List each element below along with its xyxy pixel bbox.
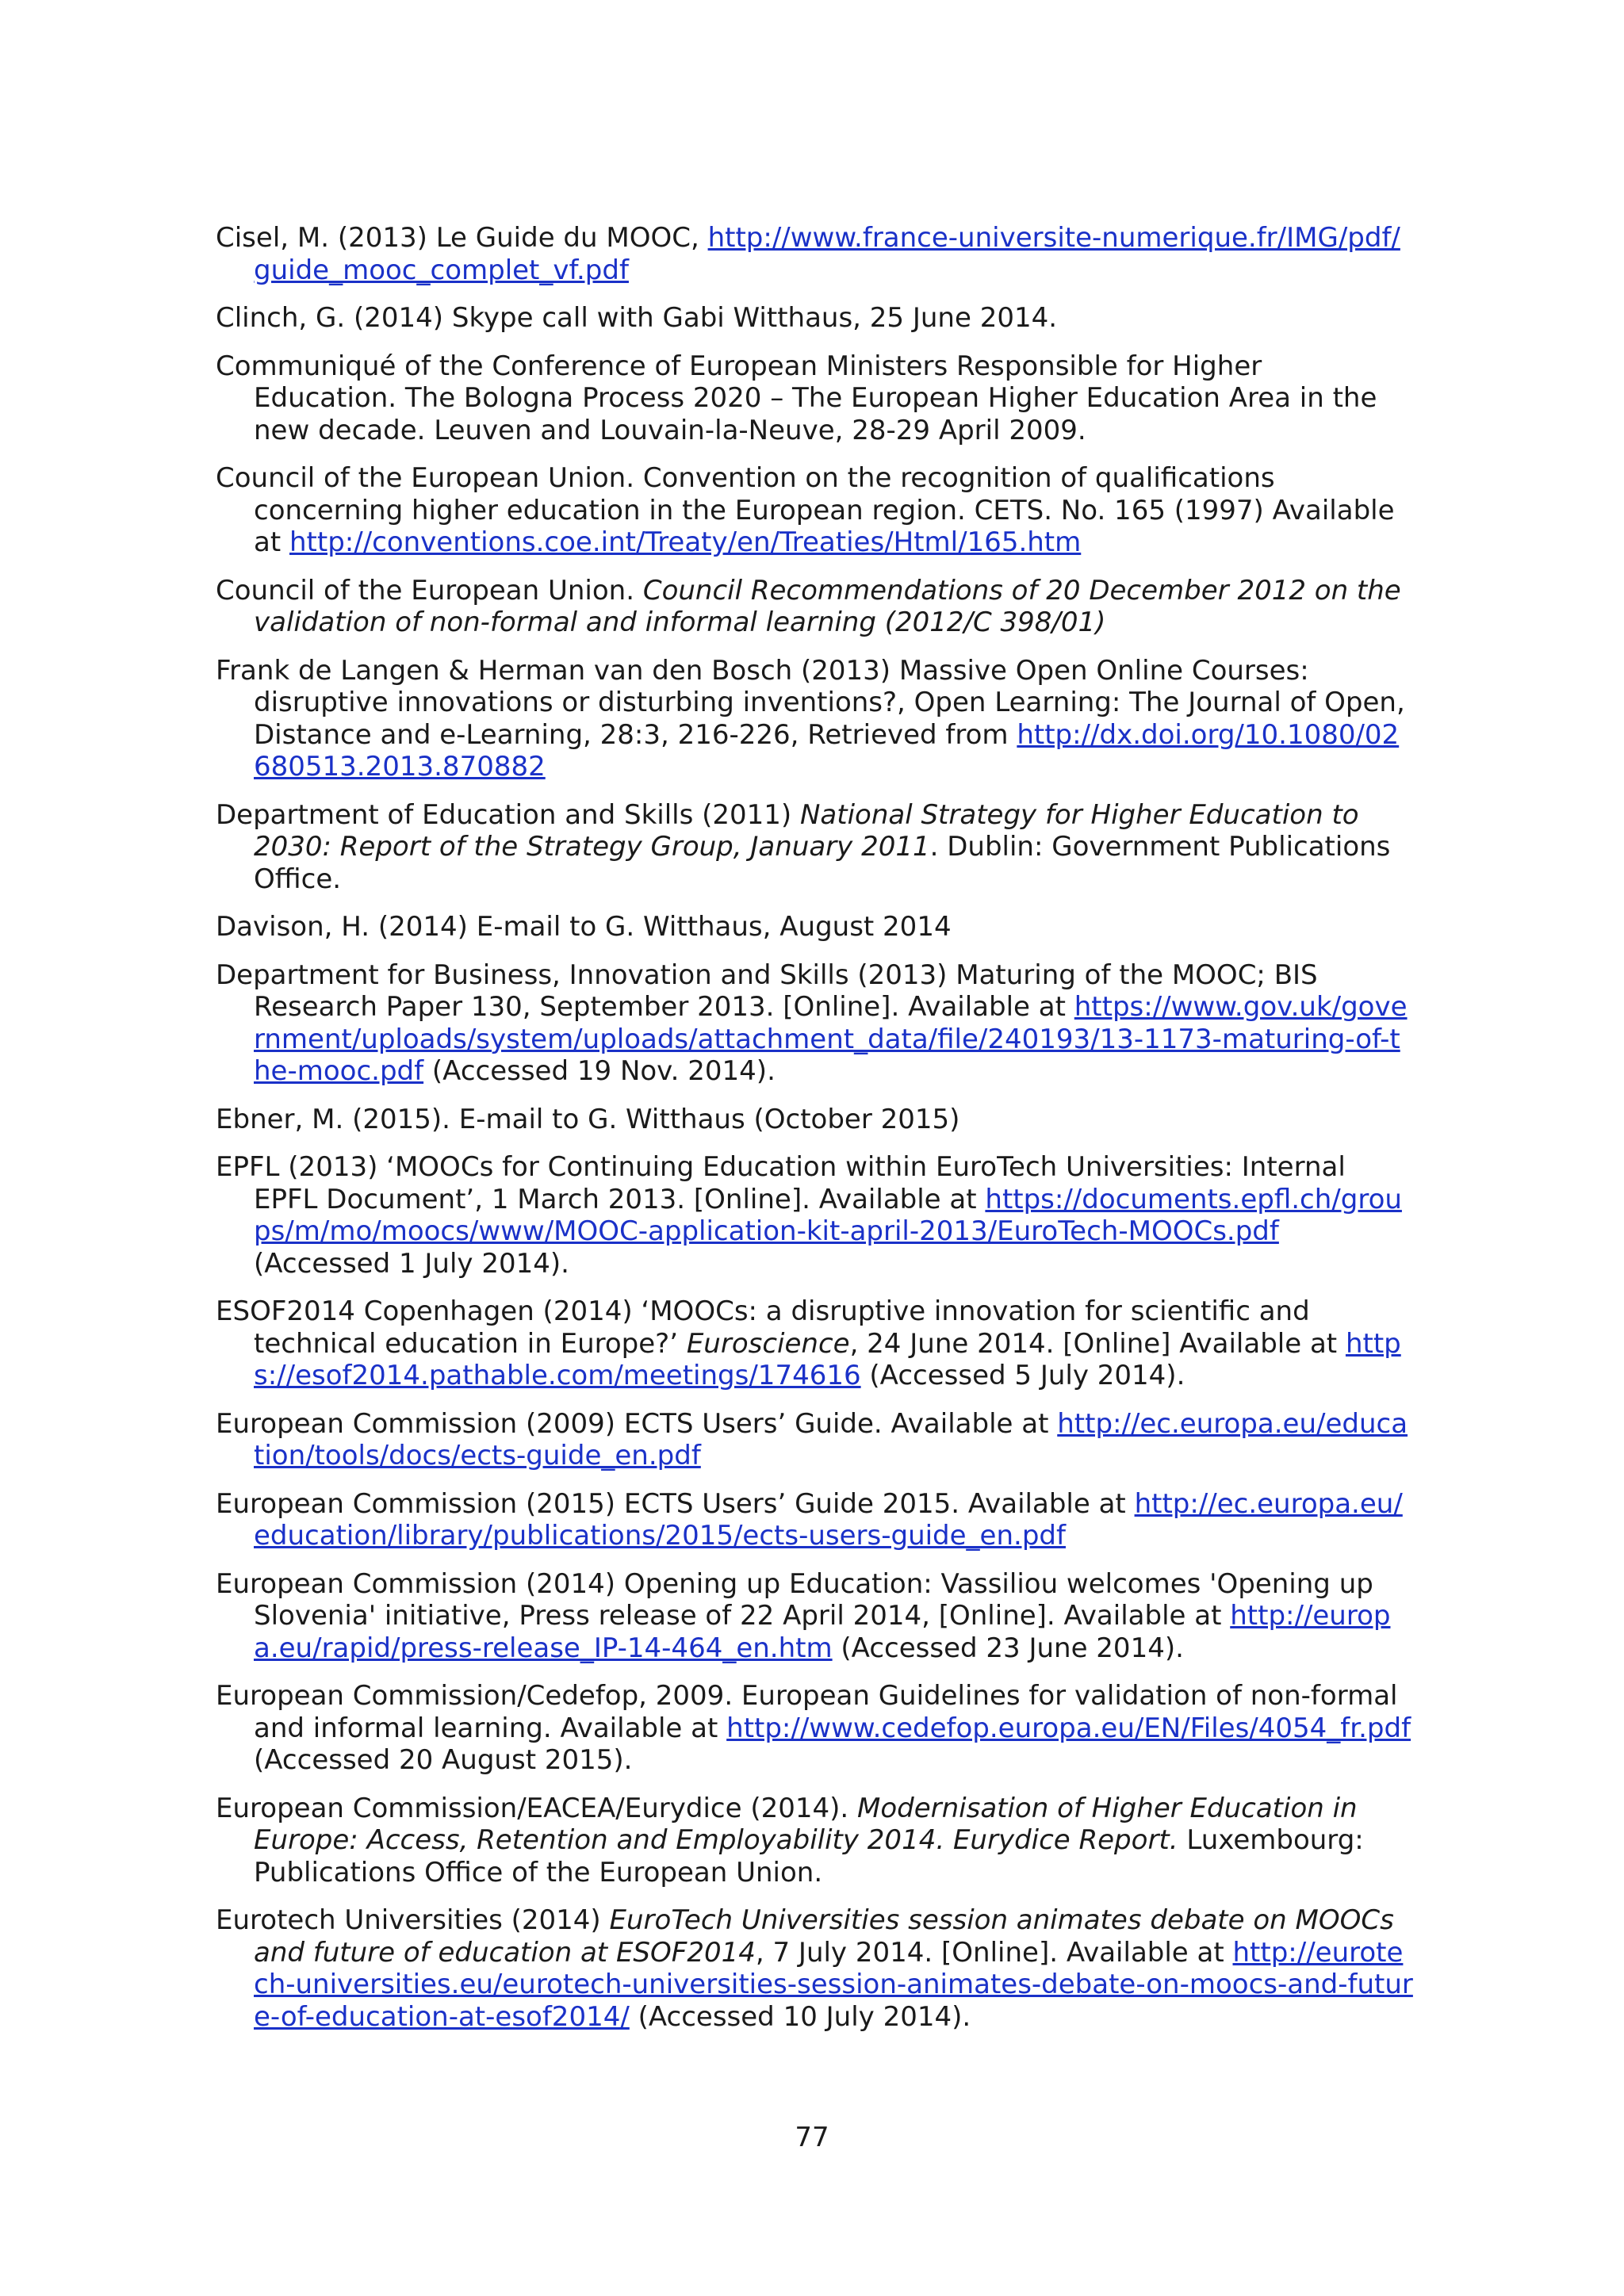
reference-text: (Accessed 20 August 2015). [254, 1744, 633, 1776]
reference-title-italic: EuroTech Universities session animates debate on MOOCs and future of education at ESOF2014 [254, 1904, 1394, 1969]
reference-entry [216, 302, 1413, 335]
reference-entry [216, 575, 1413, 639]
reference-text: (Accessed 19 Nov. 2014). [423, 1055, 776, 1087]
reference-entry [216, 1151, 1413, 1280]
reference-entry [216, 799, 1413, 896]
reference-text: (Accessed 10 July 2014). [629, 2000, 971, 2033]
reference-entry [216, 1680, 1413, 1777]
reference-entry [216, 350, 1413, 447]
reference-text: Communiqué of the Conference of European Ministers Responsible for Higher Education. The Bologna Process 2020 – The European Higher Education Area in the new decade. Leuven and Louvain-la-Neuve, 28-29 April 2009. [216, 350, 1377, 446]
reference-link[interactable]: https://documents.epfl.ch/groups/m/mo/moocs/www/MOOC-application-kit-april-2013/EuroTech-MOOCs.pdf [254, 1183, 1402, 1247]
reference-text: , 7 July 2014. [Online]. Available at [755, 1936, 1233, 1969]
reference-text: Ebner, M. (2015). E-mail to G. Witthaus (October 2015) [216, 1103, 960, 1135]
reference-link[interactable]: http://ec.europa.eu/education/library/publications/2015/ects-users-guide_en.pdf [254, 1487, 1403, 1552]
reference-text: Council of the European Union. Convention on the recognition of qualifications concerning higher education in the European region. CETS. No. 165 (1997) Available at [216, 462, 1395, 558]
reference-link[interactable]: http://conventions.coe.int/Treaty/en/Treaties/Html/165.htm [289, 526, 1082, 558]
reference-entry [216, 462, 1413, 559]
reference-link[interactable]: http://www.france-universite-numerique.fr/IMG/pdf/guide_mooc_complet_vf.pdf [254, 222, 1400, 286]
reference-entry [216, 1488, 1413, 1552]
reference-text: Luxembourg: Publications Office of the European Union. [254, 1824, 1364, 1888]
reference-text: Cisel, M. (2013) Le Guide du MOOC, [216, 222, 708, 254]
reference-text: ESOF2014 Copenhagen (2014) ‘MOOCs: a disruptive innovation for scientific and technical education in Europe?’ [216, 1295, 1310, 1360]
reference-link[interactable]: http://dx.doi.org/10.1080/02680513.2013.870882 [254, 718, 1400, 783]
reference-text: European Commission (2015) ECTS Users’ Guide 2015. Available at [216, 1487, 1135, 1520]
reference-list [216, 222, 1413, 2049]
page-number: 77 [795, 2122, 829, 2153]
reference-text: (Accessed 1 July 2014). [254, 1247, 569, 1280]
reference-entry [216, 1568, 1413, 1665]
reference-link[interactable]: http://ec.europa.eu/education/tools/docs/ects-guide_en.pdf [254, 1407, 1408, 1471]
reference-title-italic: National Strategy for Higher Education to 2030: Report of the Strategy Group, January 2011 [254, 798, 1359, 863]
reference-entry [216, 1904, 1413, 2033]
reference-text: Clinch, G. (2014) Skype call with Gabi Witthaus, 25 June 2014. [216, 302, 1058, 334]
reference-title-italic: Euroscience [686, 1327, 850, 1360]
reference-entry [216, 1295, 1413, 1392]
reference-title-italic: Council Recommendations of 20 December 2012 on the validation of non-formal and informal learning (2012/C 398/01) [254, 574, 1401, 638]
reference-text: (Accessed 5 July 2014). [860, 1360, 1185, 1391]
reference-link[interactable]: https://www.gov.uk/government/uploads/system/uploads/attachment_data/file/240193/13-1173-maturing-of-the-mooc.pdf [254, 991, 1408, 1087]
reference-text: European Commission (2009) ECTS Users’ Guide. Available at [216, 1407, 1058, 1440]
reference-entry [216, 655, 1413, 783]
reference-link[interactable]: https://esof2014.pathable.com/meetings/174616 [254, 1327, 1401, 1391]
reference-text: . Dublin: Government Publications Office. [254, 831, 1391, 895]
reference-entry [216, 959, 1413, 1088]
reference-entry [216, 911, 1413, 943]
reference-entry [216, 222, 1413, 286]
reference-text: European Commission (2014) Opening up Education: Vassiliou welcomes 'Opening up Slovenia' initiative, Press release of 22 April 2014, [Online]. Available at [216, 1567, 1373, 1632]
reference-text: Department for Business, Innovation and Skills (2013) Maturing of the MOOC; BIS Research Paper 130, September 2013. [Online]. Available at [216, 959, 1318, 1023]
reference-text: (Accessed 23 June 2014). [832, 1632, 1184, 1664]
reference-text: EPFL (2013) ‘MOOCs for Continuing Education within EuroTech Universities: Internal EPFL Document’, 1 March 2013. [Online]. Available at [216, 1151, 1346, 1215]
reference-text: Council of the European Union. [216, 574, 643, 607]
reference-entry [216, 1793, 1413, 1889]
reference-text: Frank de Langen & Herman van den Bosch (2013) Massive Open Online Courses: disruptive innovations or disturbing inventions?, Open Learning: The Journal of Open, Distance and e-Learning, 28:3, 216-226, Retrieved from [216, 654, 1405, 751]
reference-text: Eurotech Universities (2014) [216, 1904, 610, 1936]
reference-title-italic: Modernisation of Higher Education in Europe: Access, Retention and Employability 2014. Eurydice Report. [254, 1792, 1358, 1856]
reference-text: European Commission/EACEA/Eurydice (2014). [216, 1792, 857, 1824]
reference-text: Davison, H. (2014) E-mail to G. Witthaus, August 2014 [216, 911, 952, 943]
reference-link[interactable]: http://europa.eu/rapid/press-release_IP-14-464_en.htm [254, 1600, 1391, 1664]
reference-text: European Commission/Cedefop, 2009. European Guidelines for validation of non-formal and informal learning. Available at [216, 1680, 1398, 1744]
reference-text: , 24 June 2014. [Online] Available at [849, 1327, 1346, 1360]
reference-entry [216, 1104, 1413, 1136]
reference-link[interactable]: http://www.cedefop.europa.eu/EN/Files/4054_fr.pdf [726, 1712, 1411, 1744]
reference-link[interactable]: http://eurotech-universities.eu/eurotech-universities-session-animates-debate-on-moocs-and-future-of-education-at-esof2014/ [254, 1936, 1413, 2033]
reference-text: Department of Education and Skills (2011) [216, 798, 800, 831]
reference-entry [216, 1408, 1413, 1472]
